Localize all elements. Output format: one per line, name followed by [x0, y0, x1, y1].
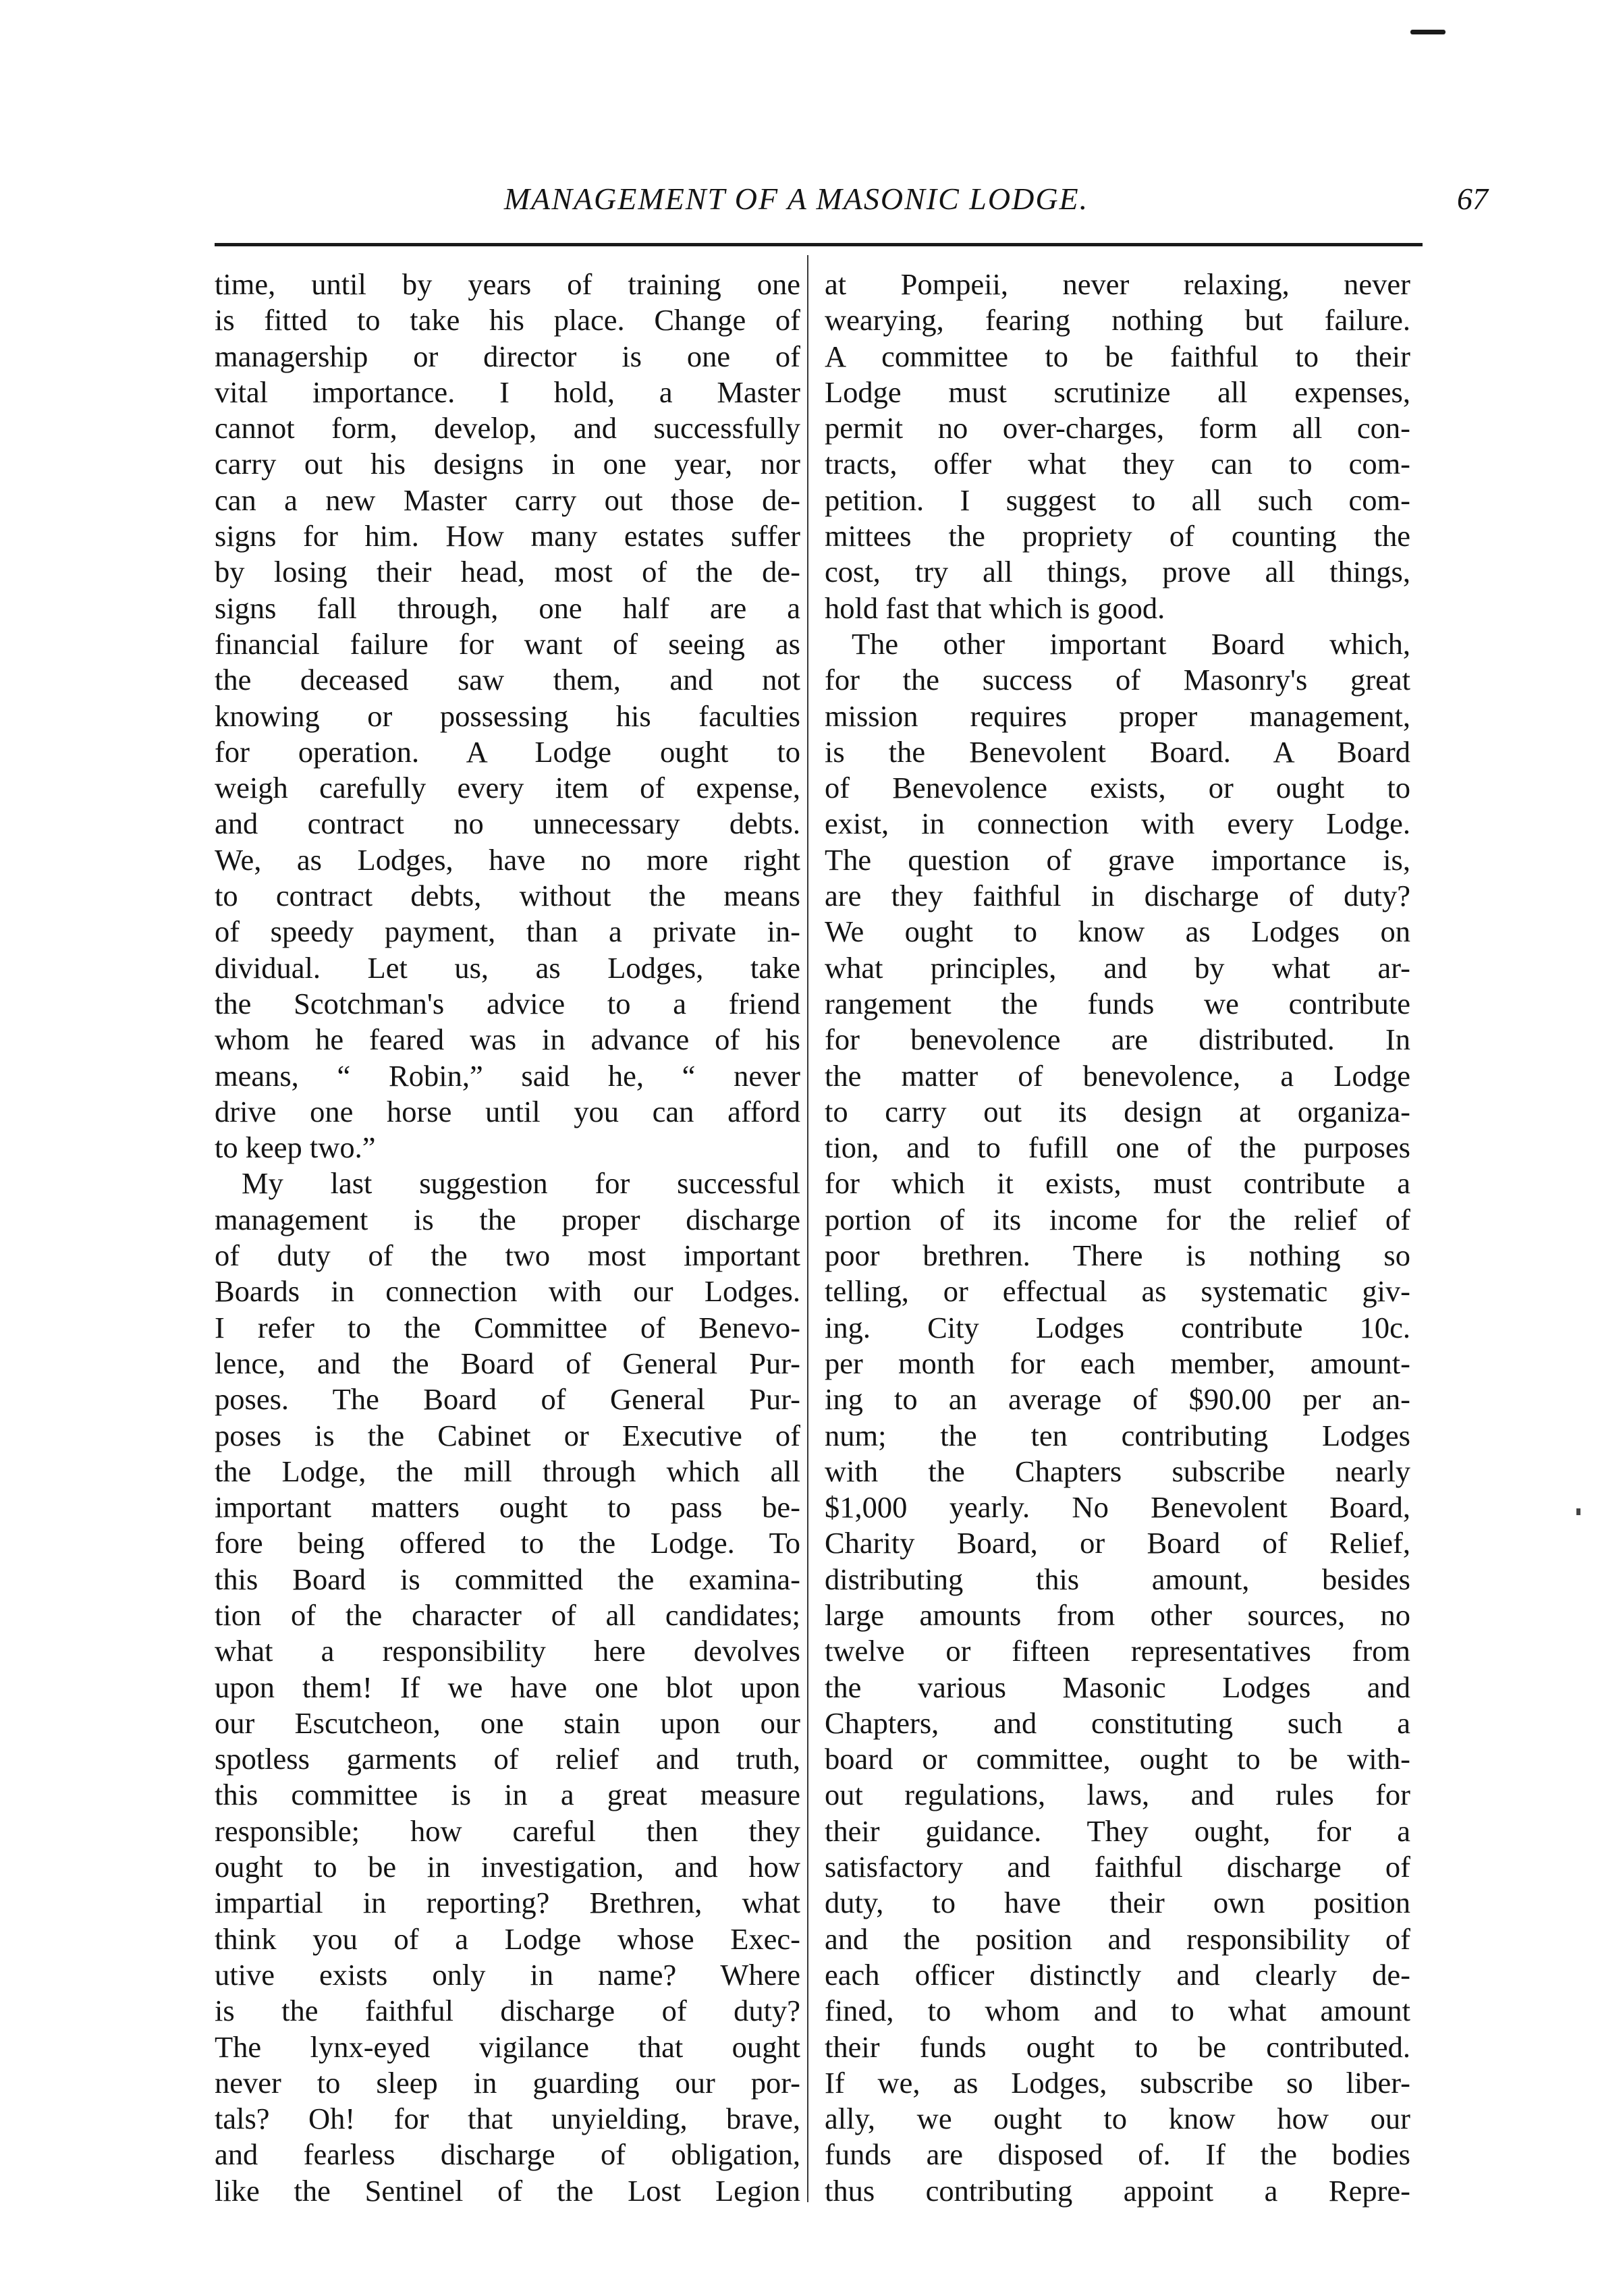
text-line: for the success of Masonry's great — [825, 663, 1410, 697]
text-line: vital importance. I hold, a Master — [215, 375, 800, 409]
text-line: Chapters, and constituting such a — [825, 1705, 1410, 1740]
text-line: means, “ Robin,” said he, “ never — [215, 1058, 800, 1093]
text-line: out regulations, laws, and rules for — [825, 1778, 1410, 1812]
margin-speck — [1576, 1508, 1580, 1515]
text-line: portion of its income for the relief of — [825, 1202, 1410, 1236]
text-line: the Scotchman's advice to a friend — [215, 986, 800, 1020]
text-line: per month for each member, amount- — [825, 1346, 1410, 1380]
text-line: is fitted to take his place. Change of — [215, 303, 800, 337]
text-line: this committee is in a great measure — [215, 1778, 800, 1812]
text-line: spotless garments of relief and truth, — [215, 1742, 800, 1776]
text-line: A committee to be faithful to their — [825, 339, 1410, 373]
text-line: important matters ought to pass be- — [215, 1490, 800, 1525]
text-line: never to sleep in guarding our por- — [215, 2065, 800, 2100]
text-line: Charity Board, or Board of Relief, — [825, 1526, 1410, 1560]
text-line: to carry out its design at organiza- — [825, 1094, 1410, 1128]
text-line: The question of grave importance is, — [825, 842, 1410, 877]
text-line: cannot form, develop, and successfully — [215, 411, 800, 445]
text-line: for benevolence are distributed. In — [825, 1022, 1410, 1057]
text-line: financial failure for want of seeing as — [215, 626, 800, 661]
text-line: the deceased saw them, and not — [215, 663, 800, 697]
text-line: ing to an average of $90.00 per an- — [825, 1382, 1410, 1417]
text-line: poses. The Board of General Pur- — [215, 1382, 800, 1417]
text-line: poses is the Cabinet or Executive of — [215, 1418, 800, 1452]
text-line: and the position and responsibility of — [825, 1921, 1410, 1956]
text-line: for operation. A Lodge ought to — [215, 734, 800, 769]
text-line: $1,000 yearly. No Benevolent Board, — [825, 1490, 1410, 1525]
text-line: what principles, and by what ar- — [825, 950, 1410, 985]
text-line: can a new Master carry out those de- — [215, 483, 800, 517]
right-text-column — [825, 267, 1410, 2209]
text-line: Boards in connection with our Lodges. — [215, 1274, 800, 1309]
text-line: the matter of benevolence, a Lodge — [825, 1058, 1410, 1093]
text-line: tracts, offer what they can to com- — [825, 447, 1410, 481]
text-line: carry out his designs in one year, nor — [215, 447, 800, 481]
text-line: The lynx-eyed vigilance that ought — [215, 2029, 800, 2064]
text-line: their funds ought to be contributed. — [825, 2029, 1410, 2064]
text-line: We, as Lodges, have no more right — [215, 842, 800, 877]
print-mark — [1410, 30, 1445, 34]
text-line: The other important Board which, — [852, 626, 1410, 661]
text-line: ought to be in investigation, and how — [215, 1850, 800, 1884]
text-line: telling, or effectual as systematic giv- — [825, 1274, 1410, 1309]
text-line: to keep two.” — [215, 1130, 376, 1165]
text-line: are they faithful in discharge of duty? — [825, 879, 1410, 913]
text-line: signs fall through, one half are a — [215, 591, 800, 625]
text-line: our Escutcheon, one stain upon our — [215, 1705, 800, 1740]
text-line: distributing this amount, besides — [825, 1562, 1410, 1596]
text-line: drive one horse until you can afford — [215, 1094, 800, 1128]
page-number: 67 — [1457, 182, 1488, 216]
text-line: whom he feared was in advance of his — [215, 1022, 800, 1057]
text-line: like the Sentinel of the Lost Legion — [215, 2173, 800, 2208]
text-line: tion, and to fufill one of the purposes — [825, 1130, 1410, 1165]
text-line: upon them! If we have one blot upon — [215, 1670, 800, 1704]
text-line: to contract debts, without the means — [215, 879, 800, 913]
text-line: their guidance. They ought, for a — [825, 1813, 1410, 1848]
text-line: duty, to have their own position — [825, 1886, 1410, 1920]
text-line: signs for him. How many estates suffer — [215, 519, 800, 553]
text-line: this Board is committed the examina- — [215, 1562, 800, 1596]
text-line: of speedy payment, than a private in- — [215, 914, 800, 949]
text-line: satisfactory and faithful discharge of — [825, 1850, 1410, 1884]
text-line: time, until by years of training one — [215, 267, 800, 301]
text-line: mittees the propriety of counting the — [825, 519, 1410, 553]
text-line: and contract no unnecessary debts. — [215, 807, 800, 841]
text-line: petition. I suggest to all such com- — [825, 483, 1410, 517]
text-line: the Lodge, the mill through which all — [215, 1454, 800, 1488]
text-line: mission requires proper management, — [825, 699, 1410, 733]
text-line: is the faithful discharge of duty? — [215, 1994, 800, 2028]
text-line: If we, as Lodges, subscribe so liber- — [825, 2065, 1410, 2100]
text-line: each officer distinctly and clearly de- — [825, 1957, 1410, 1992]
text-line: impartial in reporting? Brethren, what — [215, 1886, 800, 1920]
text-line: utive exists only in name? Where — [215, 1957, 800, 1992]
text-line: large amounts from other sources, no — [825, 1597, 1410, 1632]
text-line: num; the ten contributing Lodges — [825, 1418, 1410, 1452]
text-line: ing. City Lodges contribute 10c. — [825, 1310, 1410, 1344]
text-line: hold fast that which is good. — [825, 591, 1165, 625]
column-divider — [807, 255, 808, 2202]
text-line: what a responsibility here devolves — [215, 1634, 800, 1668]
text-line: management is the proper discharge — [215, 1202, 800, 1236]
text-line: We ought to know as Lodges on — [825, 914, 1410, 949]
text-line: for which it exists, must contribute a — [825, 1166, 1410, 1201]
text-line: Lodge must scrutinize all expenses, — [825, 375, 1410, 409]
text-line: twelve or fifteen representatives from — [825, 1634, 1410, 1668]
text-line: of Benevolence exists, or ought to — [825, 771, 1410, 805]
running-title: MANAGEMENT OF A MASONIC LODGE. — [503, 182, 1089, 216]
text-line: of duty of the two most important — [215, 1238, 800, 1273]
text-line: dividual. Let us, as Lodges, take — [215, 950, 800, 985]
text-line: with the Chapters subscribe nearly — [825, 1454, 1410, 1488]
text-line: thus contributing appoint a Repre- — [825, 2173, 1410, 2208]
text-line: tion of the character of all candidates; — [215, 1597, 800, 1632]
text-line: ally, we ought to know how our — [825, 2102, 1410, 2136]
text-line: weigh carefully every item of expense, — [215, 771, 800, 805]
text-line: cost, try all things, prove all things, — [825, 555, 1410, 589]
text-line: and fearless discharge of obligation, — [215, 2137, 800, 2172]
text-line: funds are disposed of. If the bodies — [825, 2137, 1410, 2172]
text-line: fore being offered to the Lodge. To — [215, 1526, 800, 1560]
text-line: the various Masonic Lodges and — [825, 1670, 1410, 1704]
text-line: board or committee, ought to be with- — [825, 1742, 1410, 1776]
left-text-column — [215, 267, 800, 2209]
text-line: fined, to whom and to what amount — [825, 1994, 1410, 2028]
text-line: wearying, fearing nothing but failure. — [825, 303, 1410, 337]
text-line: responsible; how careful then they — [215, 1813, 800, 1848]
text-line: My last suggestion for successful — [242, 1166, 800, 1201]
text-line: rangement the funds we contribute — [825, 986, 1410, 1020]
text-line: exist, in connection with every Lodge. — [825, 807, 1410, 841]
text-line: poor brethren. There is nothing so — [825, 1238, 1410, 1273]
text-line: lence, and the Board of General Pur- — [215, 1346, 800, 1380]
text-line: I refer to the Committee of Benevo- — [215, 1310, 800, 1344]
text-line: is the Benevolent Board. A Board — [825, 734, 1410, 769]
text-line: managership or director is one of — [215, 339, 800, 373]
text-line: knowing or possessing his faculties — [215, 699, 800, 733]
text-line: tals? Oh! for that unyielding, brave, — [215, 2102, 800, 2136]
text-line: at Pompeii, never relaxing, never — [825, 267, 1410, 301]
text-line: permit no over-charges, form all con- — [825, 411, 1410, 445]
text-line: think you of a Lodge whose Exec- — [215, 1921, 800, 1956]
text-line: by losing their head, most of the de- — [215, 555, 800, 589]
header-rule — [215, 243, 1423, 246]
